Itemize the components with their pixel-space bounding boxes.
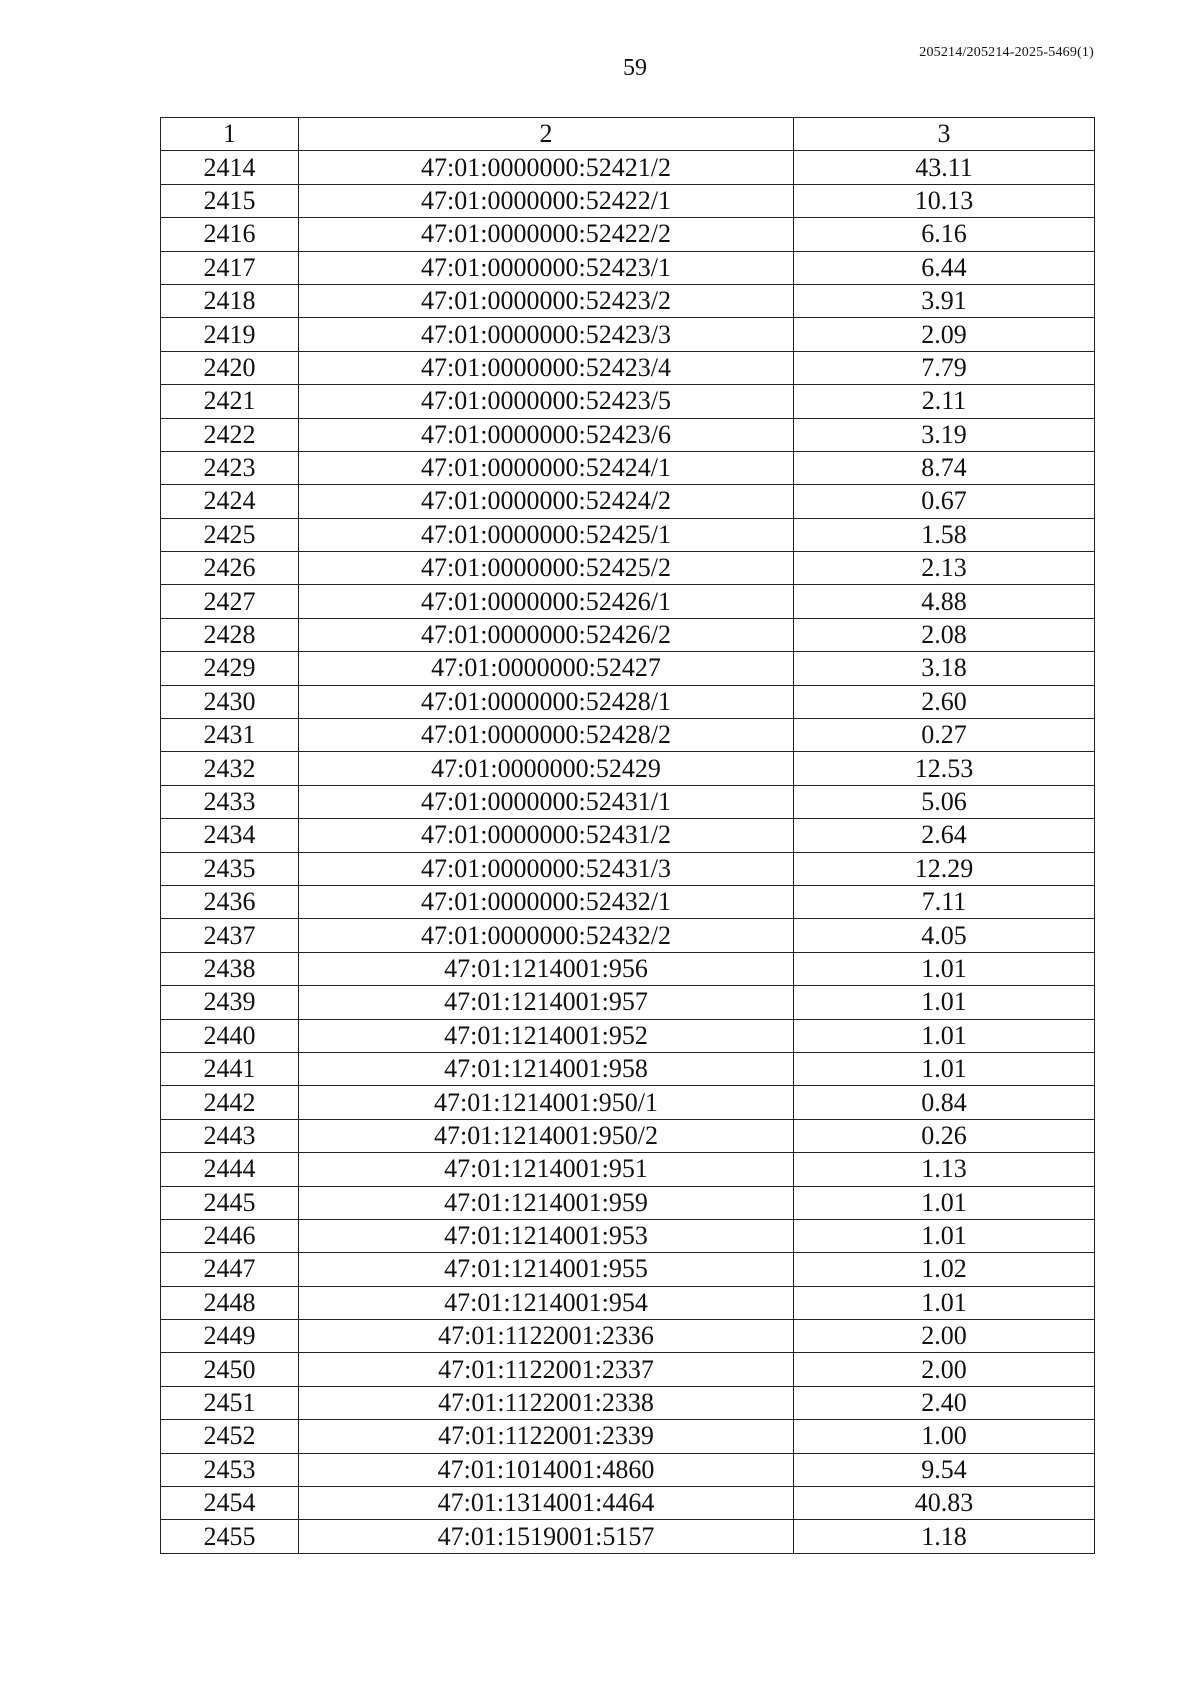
cadastral-number-cell: 47:01:0000000:52431/2 — [299, 819, 794, 852]
table-row — [161, 652, 1095, 685]
cadastral-number-cell: 47:01:1314001:4464 — [299, 1487, 794, 1520]
table-row — [161, 952, 1095, 985]
row-number-cell: 2444 — [161, 1153, 299, 1186]
row-number-cell: 2437 — [161, 919, 299, 952]
value-cell: 3.19 — [794, 418, 1095, 451]
cadastral-number-cell: 47:01:0000000:52428/2 — [299, 719, 794, 752]
row-number-cell: 2414 — [161, 151, 299, 184]
table-row — [161, 184, 1095, 217]
row-number-cell: 2421 — [161, 385, 299, 418]
row-number-cell: 2429 — [161, 652, 299, 685]
cadastral-number-cell: 47:01:1519001:5157 — [299, 1520, 794, 1553]
table-row — [161, 1453, 1095, 1486]
value-cell: 1.18 — [794, 1520, 1095, 1553]
cadastral-table — [160, 117, 1095, 1554]
cadastral-number-cell: 47:01:1214001:951 — [299, 1153, 794, 1186]
cadastral-number-cell: 47:01:1122001:2336 — [299, 1320, 794, 1353]
value-cell: 2.11 — [794, 385, 1095, 418]
value-cell: 0.26 — [794, 1119, 1095, 1152]
cadastral-number-cell: 47:01:0000000:52432/1 — [299, 885, 794, 918]
value-cell: 1.01 — [794, 1186, 1095, 1219]
table-row — [161, 685, 1095, 718]
row-number-cell: 2430 — [161, 685, 299, 718]
value-cell: 3.18 — [794, 652, 1095, 685]
row-number-cell: 2446 — [161, 1219, 299, 1252]
cadastral-number-cell: 47:01:0000000:52421/2 — [299, 151, 794, 184]
table-row — [161, 318, 1095, 351]
value-cell: 9.54 — [794, 1453, 1095, 1486]
cadastral-number-cell: 47:01:1122001:2337 — [299, 1353, 794, 1386]
table-row — [161, 351, 1095, 384]
row-number-cell: 2454 — [161, 1487, 299, 1520]
row-number-cell: 2417 — [161, 251, 299, 284]
value-cell: 10.13 — [794, 184, 1095, 217]
cadastral-number-cell: 47:01:1214001:953 — [299, 1219, 794, 1252]
value-cell: 2.64 — [794, 819, 1095, 852]
cadastral-number-cell: 47:01:0000000:52422/1 — [299, 184, 794, 217]
value-cell: 7.79 — [794, 351, 1095, 384]
value-cell: 1.02 — [794, 1253, 1095, 1286]
table-row — [161, 752, 1095, 785]
value-cell: 0.67 — [794, 485, 1095, 518]
table-row — [161, 852, 1095, 885]
table-body — [161, 151, 1095, 1553]
table-row — [161, 885, 1095, 918]
table-row — [161, 719, 1095, 752]
table-row — [161, 1253, 1095, 1286]
value-cell: 2.09 — [794, 318, 1095, 351]
cadastral-number-cell: 47:01:0000000:52423/3 — [299, 318, 794, 351]
cadastral-number-cell: 47:01:0000000:52431/1 — [299, 785, 794, 818]
row-number-cell: 2450 — [161, 1353, 299, 1386]
table-row — [161, 1353, 1095, 1386]
table-row — [161, 1153, 1095, 1186]
value-cell: 5.06 — [794, 785, 1095, 818]
table-row — [161, 451, 1095, 484]
value-cell: 1.01 — [794, 1219, 1095, 1252]
cadastral-number-cell: 47:01:0000000:52423/4 — [299, 351, 794, 384]
table-row — [161, 385, 1095, 418]
row-number-cell: 2440 — [161, 1019, 299, 1052]
row-number-cell: 2455 — [161, 1520, 299, 1553]
column-header-1: 1 — [161, 118, 299, 151]
cadastral-number-cell: 47:01:0000000:52423/5 — [299, 385, 794, 418]
value-cell: 2.60 — [794, 685, 1095, 718]
value-cell: 2.08 — [794, 618, 1095, 651]
value-cell: 8.74 — [794, 451, 1095, 484]
cadastral-number-cell: 47:01:1122001:2338 — [299, 1386, 794, 1419]
row-number-cell: 2422 — [161, 418, 299, 451]
table-row — [161, 1420, 1095, 1453]
column-header-3: 3 — [794, 118, 1095, 151]
value-cell: 0.27 — [794, 719, 1095, 752]
cadastral-number-cell: 47:01:0000000:52423/6 — [299, 418, 794, 451]
value-cell: 1.01 — [794, 986, 1095, 1019]
table-row — [161, 585, 1095, 618]
row-number-cell: 2431 — [161, 719, 299, 752]
table-row — [161, 485, 1095, 518]
cadastral-number-cell: 47:01:1214001:954 — [299, 1286, 794, 1319]
row-number-cell: 2428 — [161, 618, 299, 651]
value-cell: 12.29 — [794, 852, 1095, 885]
row-number-cell: 2439 — [161, 986, 299, 1019]
cadastral-number-cell: 47:01:0000000:52431/3 — [299, 852, 794, 885]
table-row — [161, 218, 1095, 251]
cadastral-number-cell: 47:01:1214001:959 — [299, 1186, 794, 1219]
row-number-cell: 2427 — [161, 585, 299, 618]
value-cell: 40.83 — [794, 1487, 1095, 1520]
table-row — [161, 986, 1095, 1019]
value-cell: 6.16 — [794, 218, 1095, 251]
table-row — [161, 1487, 1095, 1520]
value-cell: 3.91 — [794, 284, 1095, 317]
table-row — [161, 1386, 1095, 1419]
value-cell: 1.13 — [794, 1153, 1095, 1186]
cadastral-number-cell: 47:01:0000000:52429 — [299, 752, 794, 785]
value-cell: 1.58 — [794, 518, 1095, 551]
cadastral-number-cell: 47:01:1214001:955 — [299, 1253, 794, 1286]
value-cell: 1.01 — [794, 1019, 1095, 1052]
row-number-cell: 2438 — [161, 952, 299, 985]
table-row — [161, 785, 1095, 818]
table-header-row — [161, 118, 1095, 151]
cadastral-number-cell: 47:01:1214001:958 — [299, 1052, 794, 1085]
value-cell: 12.53 — [794, 752, 1095, 785]
row-number-cell: 2418 — [161, 284, 299, 317]
table-row — [161, 1286, 1095, 1319]
value-cell: 2.13 — [794, 552, 1095, 585]
table-row — [161, 819, 1095, 852]
row-number-cell: 2452 — [161, 1420, 299, 1453]
cadastral-number-cell: 47:01:1214001:950/2 — [299, 1119, 794, 1152]
row-number-cell: 2443 — [161, 1119, 299, 1152]
row-number-cell: 2453 — [161, 1453, 299, 1486]
table-row — [161, 284, 1095, 317]
row-number-cell: 2426 — [161, 552, 299, 585]
value-cell: 0.84 — [794, 1086, 1095, 1119]
row-number-cell: 2432 — [161, 752, 299, 785]
value-cell: 2.00 — [794, 1353, 1095, 1386]
cadastral-number-cell: 47:01:1214001:957 — [299, 986, 794, 1019]
value-cell: 2.40 — [794, 1386, 1095, 1419]
cadastral-number-cell: 47:01:0000000:52423/1 — [299, 251, 794, 284]
value-cell: 2.00 — [794, 1320, 1095, 1353]
cadastral-number-cell: 47:01:0000000:52426/2 — [299, 618, 794, 651]
row-number-cell: 2415 — [161, 184, 299, 217]
table-row — [161, 1086, 1095, 1119]
cadastral-number-cell: 47:01:1122001:2339 — [299, 1420, 794, 1453]
table-row — [161, 1186, 1095, 1219]
table-row — [161, 1219, 1095, 1252]
cadastral-number-cell: 47:01:0000000:52425/1 — [299, 518, 794, 551]
row-number-cell: 2447 — [161, 1253, 299, 1286]
cadastral-number-cell: 47:01:0000000:52424/2 — [299, 485, 794, 518]
row-number-cell: 2448 — [161, 1286, 299, 1319]
value-cell: 4.88 — [794, 585, 1095, 618]
table-row — [161, 251, 1095, 284]
cadastral-number-cell: 47:01:0000000:52427 — [299, 652, 794, 685]
cadastral-number-cell: 47:01:0000000:52428/1 — [299, 685, 794, 718]
cadastral-number-cell: 47:01:0000000:52422/2 — [299, 218, 794, 251]
page-number: 59 — [623, 55, 647, 81]
table-row — [161, 1320, 1095, 1353]
table-row — [161, 618, 1095, 651]
row-number-cell: 2441 — [161, 1052, 299, 1085]
row-number-cell: 2424 — [161, 485, 299, 518]
row-number-cell: 2433 — [161, 785, 299, 818]
value-cell: 43.11 — [794, 151, 1095, 184]
value-cell: 1.01 — [794, 1052, 1095, 1085]
column-header-2: 2 — [299, 118, 794, 151]
cadastral-number-cell: 47:01:0000000:52426/1 — [299, 585, 794, 618]
row-number-cell: 2420 — [161, 351, 299, 384]
row-number-cell: 2435 — [161, 852, 299, 885]
row-number-cell: 2451 — [161, 1386, 299, 1419]
row-number-cell: 2442 — [161, 1086, 299, 1119]
table-row — [161, 418, 1095, 451]
row-number-cell: 2434 — [161, 819, 299, 852]
row-number-cell: 2416 — [161, 218, 299, 251]
table-row — [161, 552, 1095, 585]
row-number-cell: 2425 — [161, 518, 299, 551]
row-number-cell: 2449 — [161, 1320, 299, 1353]
table-row — [161, 518, 1095, 551]
cadastral-number-cell: 47:01:1214001:956 — [299, 952, 794, 985]
table-row — [161, 919, 1095, 952]
cadastral-table-container — [160, 117, 1094, 1554]
cadastral-number-cell: 47:01:0000000:52432/2 — [299, 919, 794, 952]
row-number-cell: 2436 — [161, 885, 299, 918]
document-reference: 205214/205214-2025-5469(1) — [919, 45, 1094, 60]
table-row — [161, 1052, 1095, 1085]
cadastral-number-cell: 47:01:0000000:52425/2 — [299, 552, 794, 585]
row-number-cell: 2419 — [161, 318, 299, 351]
value-cell: 6.44 — [794, 251, 1095, 284]
table-row — [161, 1520, 1095, 1553]
cadastral-number-cell: 47:01:0000000:52424/1 — [299, 451, 794, 484]
value-cell: 1.01 — [794, 952, 1095, 985]
cadastral-number-cell: 47:01:1014001:4860 — [299, 1453, 794, 1486]
cadastral-number-cell: 47:01:1214001:950/1 — [299, 1086, 794, 1119]
table-row — [161, 1119, 1095, 1152]
value-cell: 4.05 — [794, 919, 1095, 952]
table-row — [161, 151, 1095, 184]
row-number-cell: 2445 — [161, 1186, 299, 1219]
row-number-cell: 2423 — [161, 451, 299, 484]
table-row — [161, 1019, 1095, 1052]
value-cell: 1.00 — [794, 1420, 1095, 1453]
value-cell: 7.11 — [794, 885, 1095, 918]
cadastral-number-cell: 47:01:1214001:952 — [299, 1019, 794, 1052]
cadastral-number-cell: 47:01:0000000:52423/2 — [299, 284, 794, 317]
value-cell: 1.01 — [794, 1286, 1095, 1319]
